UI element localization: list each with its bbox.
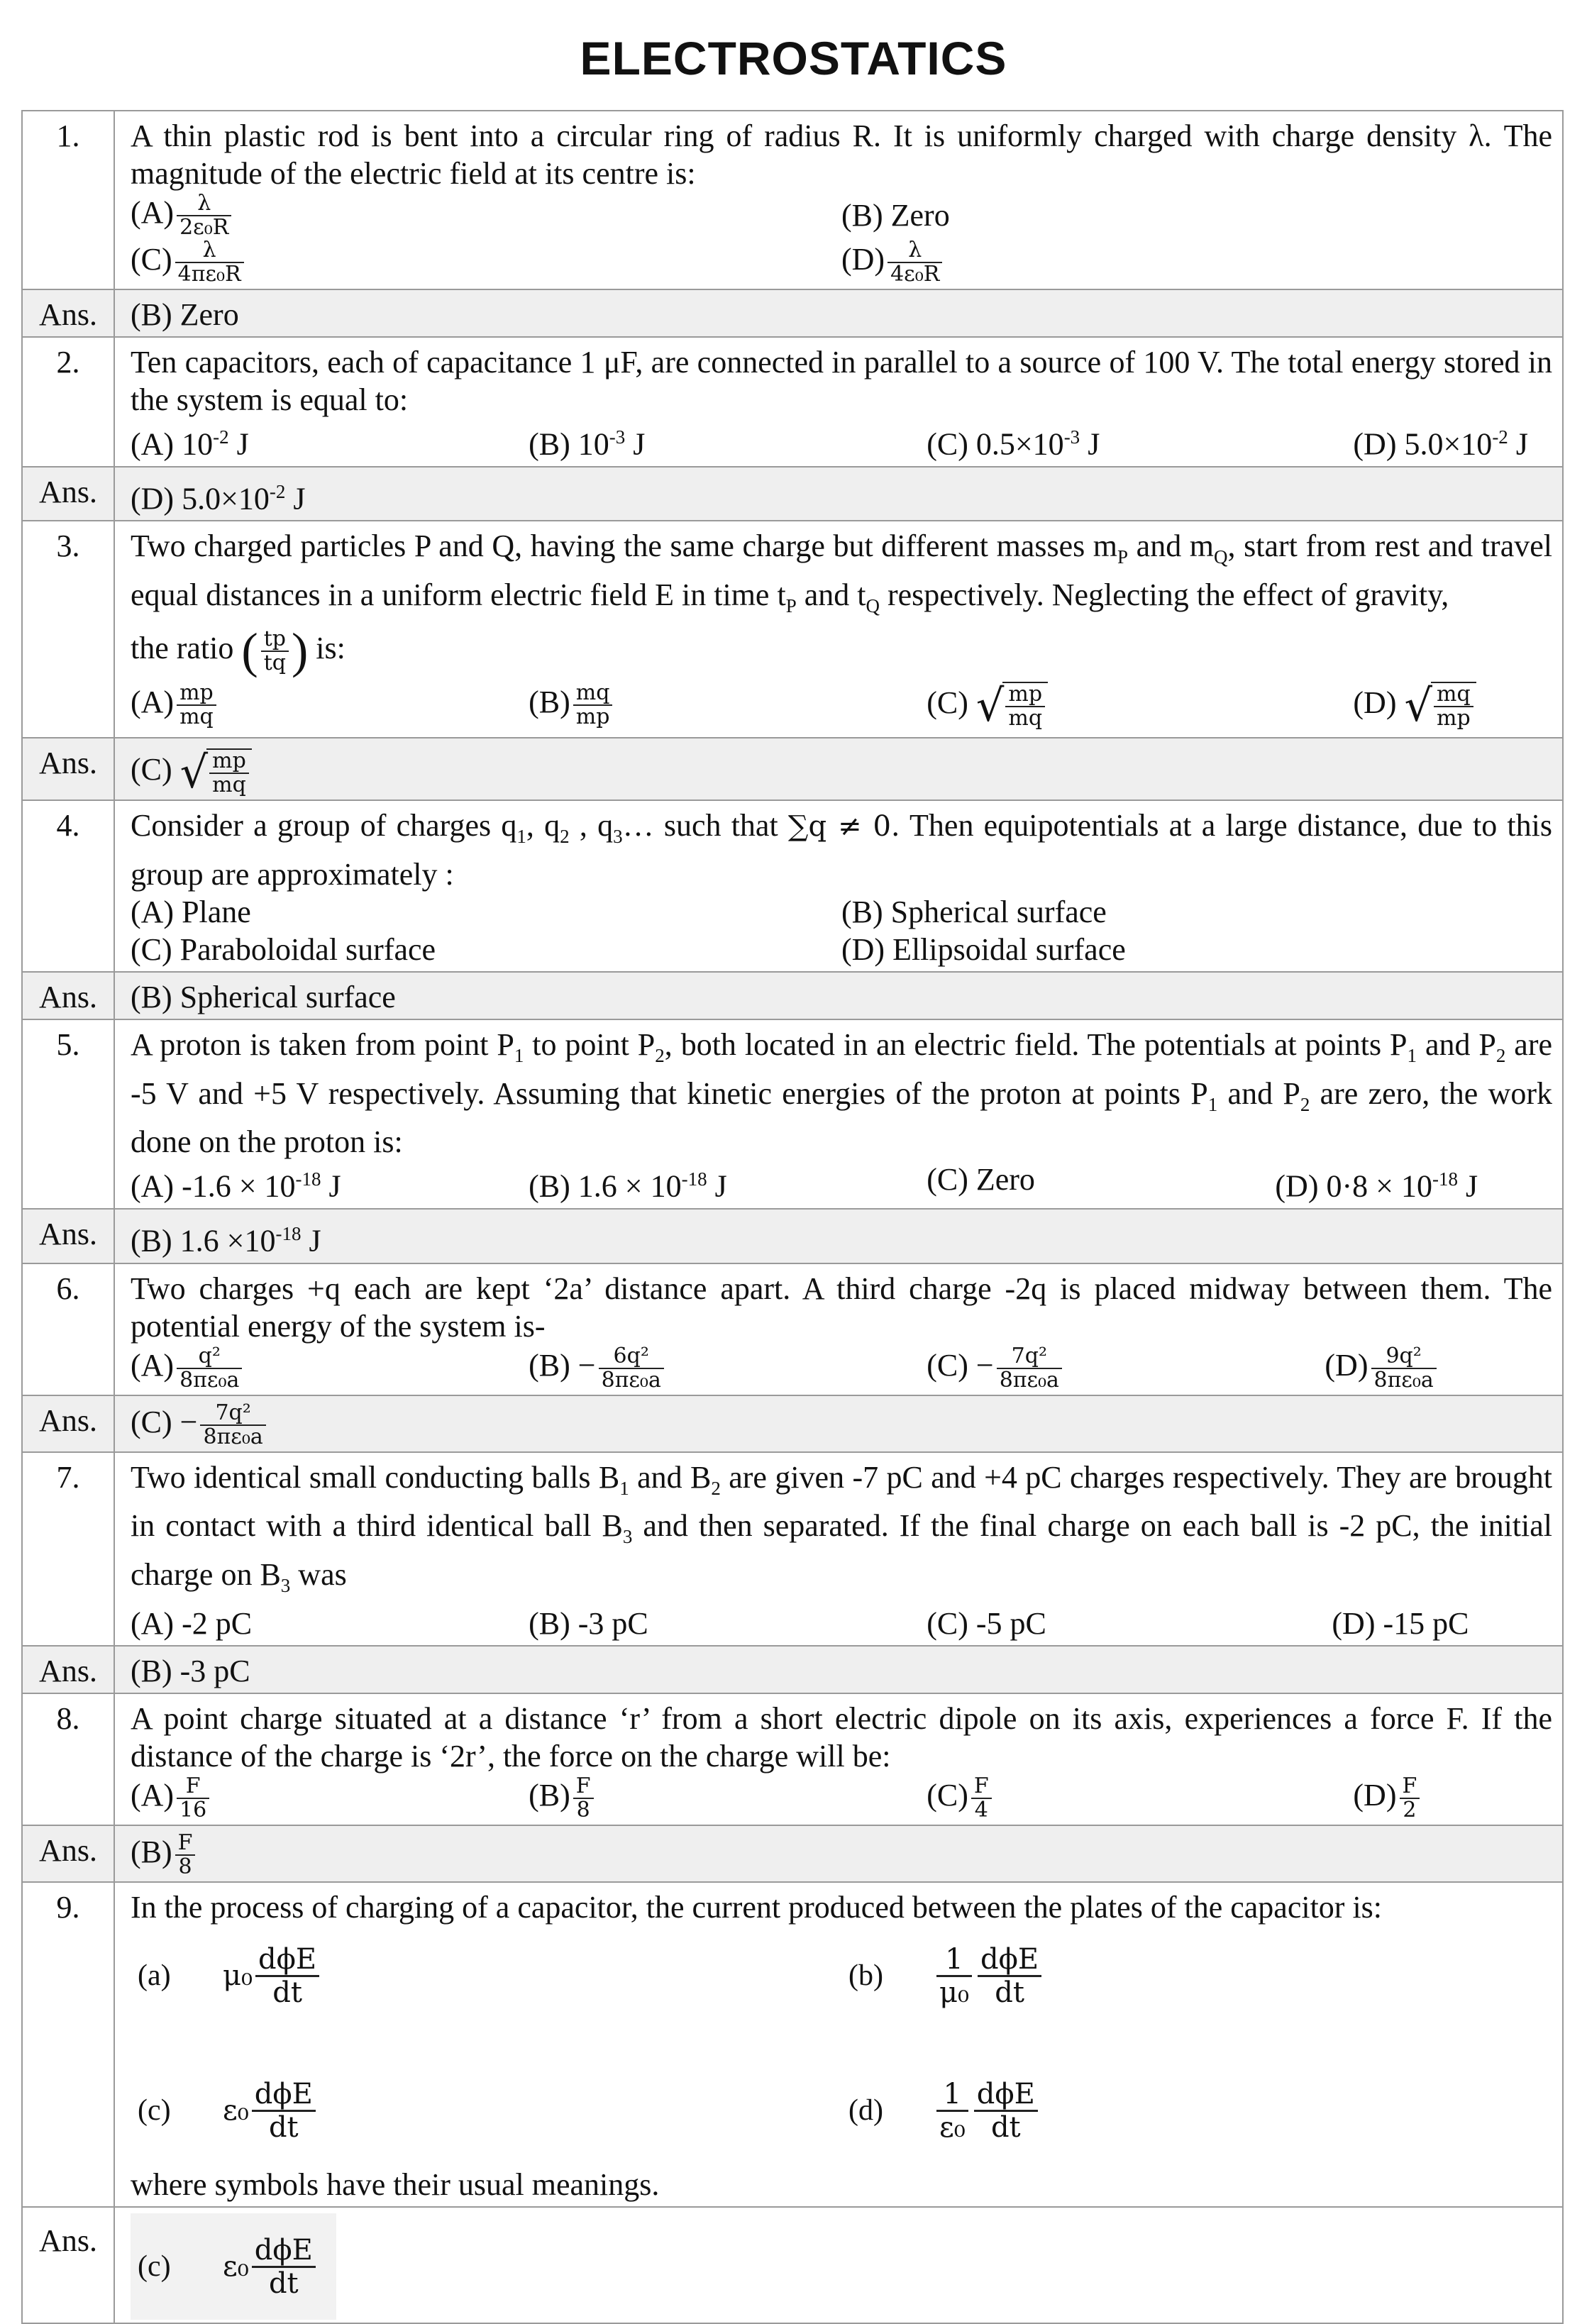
question-row-1 xyxy=(22,111,1563,289)
answer-text: (B) -3 pC xyxy=(114,1646,1563,1693)
question-number: 1. xyxy=(22,111,114,289)
option-c: (C) $\frac{\lambda}{\text{4πε₀R}}$ xyxy=(131,239,841,286)
option-b: (B) $10^{-3}$ J xyxy=(529,426,646,462)
question-text: A thin plastic rod is bent into a circular ring of radius R. It is uniformly charged with charge density λ. The magnitude of the electric field at its centre is: xyxy=(131,118,1552,191)
option-c: (C) $0.5\times 10^{-3}$ J xyxy=(927,426,1100,462)
option-a: (A) $\frac{\text{q²}}{\text{8πε₀a}}$ xyxy=(131,1345,529,1392)
answer-label: Ans. xyxy=(22,1209,114,1263)
question-body xyxy=(114,800,1563,972)
answer-label: Ans. xyxy=(22,972,114,1019)
question-text: A proton is taken from point $P_1$ to point $P_2$, both located in an electric field. The potentials at points $P_1$ and $P_2$ are -5 V and +5 V respectively. Assuming that kinetic energies of the proton at points $P_1$ and $P_2$ are zero, the work done on the proton is: xyxy=(131,1027,1553,1160)
question-body xyxy=(114,1882,1563,2207)
question-row-4 xyxy=(22,800,1563,972)
question-row-2 xyxy=(22,337,1563,467)
option-b: (B) $\frac{F}{8}$ xyxy=(529,1775,927,1822)
question-row-8 xyxy=(22,1693,1563,1825)
question-row-5 xyxy=(22,1019,1563,1209)
option-d: (D) $\frac{\lambda}{\text{4ε₀R}}$ xyxy=(841,239,1552,286)
option-b: (B) $\frac{mq}{mp}$ xyxy=(529,682,927,730)
answer-label: Ans. xyxy=(22,289,114,337)
option-b: (B) − $\frac{\text{6q²}}{\text{8πε₀a}}$ xyxy=(529,1345,927,1392)
option-a: (A) Plane xyxy=(131,894,251,929)
question-number: 2. xyxy=(22,337,114,467)
question-body xyxy=(114,1019,1563,1209)
answer-row-2 xyxy=(22,467,1563,521)
answer-row-8 xyxy=(22,1825,1563,1882)
option-c: (c) ε₀ $\frac{\text{dϕE}}{dt}$ xyxy=(131,2079,841,2143)
question-row-7 xyxy=(22,1452,1563,1646)
question-body xyxy=(114,521,1563,738)
option-a: (A) $10^{-2}$ J xyxy=(131,426,249,462)
option-d: (D) $0\cdot 8 \times 10^{-18}$ J xyxy=(1275,1168,1478,1204)
question-number: 7. xyxy=(22,1452,114,1646)
question-row-9 xyxy=(22,1882,1563,2207)
option-c: (C) √ $\frac{mp}{mq}$ xyxy=(927,682,1353,730)
answer-text: (B) Spherical surface xyxy=(114,972,1563,1019)
option-c: (C) − $\frac{\text{7q²}}{\text{8πε₀a}}$ xyxy=(927,1345,1353,1392)
option-a: (A) $\frac{\lambda}{\text{2ε₀R}}$ xyxy=(131,192,841,239)
option-d: (D) -15 pC xyxy=(1332,1606,1469,1641)
question-text: Consider a group of charges $q_1$, $q_2$ , $q_3\dots$ such that ∑q ≠ 0. Then equipotentials at a large distance, due to this group are approximately : xyxy=(131,807,1553,892)
option-a: (A) $\frac{F}{16}$ xyxy=(131,1775,529,1822)
option-d: (d) $\frac{1}{\text{ε₀}}$ $\frac{\text{dϕE}}{dt}$ xyxy=(841,2079,1552,2143)
sqrt-symbol: √ $\frac{mq}{mp}$ xyxy=(1405,682,1476,730)
option-a: (a) μ₀ $\frac{\text{dϕE}}{dt}$ xyxy=(131,1944,841,2008)
question-text: A point charge situated at a distance ‘r’ from a short electric dipole on its axis, experiences a force F. If the distance of the charge is ‘2r’, the force on the charge will be: xyxy=(131,1701,1552,1774)
question-footer: where symbols have their usual meanings. xyxy=(131,2167,660,2202)
answer-text: (c) ε₀ $\frac{\text{dϕE}}{dt}$ xyxy=(114,2207,1563,2323)
question-body xyxy=(114,1263,1563,1395)
option-d: (D) $5.0\times 10^{-2}$ J xyxy=(1353,426,1528,462)
question-number: 4. xyxy=(22,800,114,972)
question-body xyxy=(114,337,1563,467)
answer-row-9 xyxy=(22,2207,1563,2323)
option-b: (B) Spherical surface xyxy=(841,894,1107,929)
question-body xyxy=(114,111,1563,289)
option-c: (C) Paraboloidal surface xyxy=(131,931,436,967)
option-c: (C) Zero xyxy=(927,1162,1035,1197)
answer-label: Ans. xyxy=(22,738,114,800)
answer-label: Ans. xyxy=(22,1646,114,1693)
option-b: (B) -3 pC xyxy=(529,1606,648,1641)
option-b: (B) $1.6 \times 10^{-18}$ J xyxy=(529,1168,727,1204)
question-text: Two charged particles P and Q, having the same charge but different masses $m_P$ and $m_Q$, start from rest and travel equal distances in a uniform electric field E in time $t_P$ and $t_Q$ respectively. Neglecting the effect of gravity, xyxy=(131,529,1552,616)
answer-label: Ans. xyxy=(22,1825,114,1882)
question-body xyxy=(114,1693,1563,1825)
question-number: 6. xyxy=(22,1263,114,1395)
answer-text: (C) − $\frac{\text{7q²}}{\text{8πε₀a}}$ xyxy=(114,1395,1563,1452)
question-text: Ten capacitors, each of capacitance 1 μF, are connected in parallel to a source of 100 V. The total energy stored in the system is equal to: xyxy=(131,345,1552,417)
option-d: (D) $\frac{\text{9q²}}{\text{8πε₀a}}$ xyxy=(1325,1345,1524,1392)
option-a: (A) $\frac{mp}{mq}$ xyxy=(131,682,529,730)
question-number: 8. xyxy=(22,1693,114,1825)
question-number: 9. xyxy=(22,1882,114,2207)
answer-label: Ans. xyxy=(22,1395,114,1452)
question-text: In the process of charging of a capacitor, the current produced between the plates of the capacitor is: xyxy=(131,1890,1383,1925)
answer-row-6 xyxy=(22,1395,1563,1452)
answer-row-1 xyxy=(22,289,1563,337)
option-a: (A) -2 pC xyxy=(131,1606,253,1641)
sqrt-symbol: √ $\frac{mp}{mq}$ xyxy=(976,682,1048,730)
option-d: (D) √ $\frac{mq}{mp}$ xyxy=(1353,682,1552,730)
question-text: Two charges +q each are kept ‘2a’ distance apart. A third charge -2q is placed midway between them. The potential energy of the system is- xyxy=(131,1271,1552,1344)
option-c: (C) $\frac{F}{4}$ xyxy=(927,1775,1353,1822)
option-b: (b) $\frac{1}{\text{μ₀}}$ $\frac{\text{dϕE}}{dt}$ xyxy=(841,1944,1552,2008)
answer-text: (B) $1.6 \times 10^{-18}$ J xyxy=(114,1209,1563,1263)
ratio-line: the ratio ( $\frac{tp}{tq}$ ) is: xyxy=(131,624,345,679)
question-number: 3. xyxy=(22,521,114,738)
option-d: (D) $\frac{F}{2}$ xyxy=(1353,1775,1552,1822)
answer-text: (B) $\frac{F}{8}$ xyxy=(114,1825,1563,1882)
question-text: Two identical small conducting balls $B_1$ and $B_2$ are given -7 pC and +4 pC charges respectively. They are brought in contact with a third identical ball $B_3$ and then separated. If the final charge on each ball is -2 pC, the initial charge on $B_3$ was xyxy=(131,1459,1552,1596)
option-a: (A) $-1.6 \times 10^{-18}$ J xyxy=(131,1168,341,1204)
question-row-6 xyxy=(22,1263,1563,1395)
answer-text: (B) Zero xyxy=(114,289,1563,337)
page-title: ELECTROSTATICS xyxy=(580,32,1007,84)
answer-row-5 xyxy=(22,1209,1563,1263)
answer-row-3 xyxy=(22,738,1563,800)
answer-row-4 xyxy=(22,972,1563,1019)
sqrt-symbol: √ $\frac{mp}{mq}$ xyxy=(180,748,252,797)
question-table xyxy=(21,110,1564,2324)
answer-text: (C) √ $\frac{mp}{mq}$ xyxy=(114,738,1563,800)
question-row-3 xyxy=(22,521,1563,738)
option-d: (D) Ellipsoidal surface xyxy=(841,931,1126,967)
option-c: (C) -5 pC xyxy=(927,1606,1046,1641)
question-body xyxy=(114,1452,1563,1646)
answer-label: Ans. xyxy=(22,467,114,521)
answer-text: (D) $5.0\times 10^{-2}$ J xyxy=(114,467,1563,521)
answer-row-7 xyxy=(22,1646,1563,1693)
answer-label: Ans. xyxy=(22,2207,114,2323)
option-b: (B) Zero xyxy=(841,198,950,233)
question-number: 5. xyxy=(22,1019,114,1209)
